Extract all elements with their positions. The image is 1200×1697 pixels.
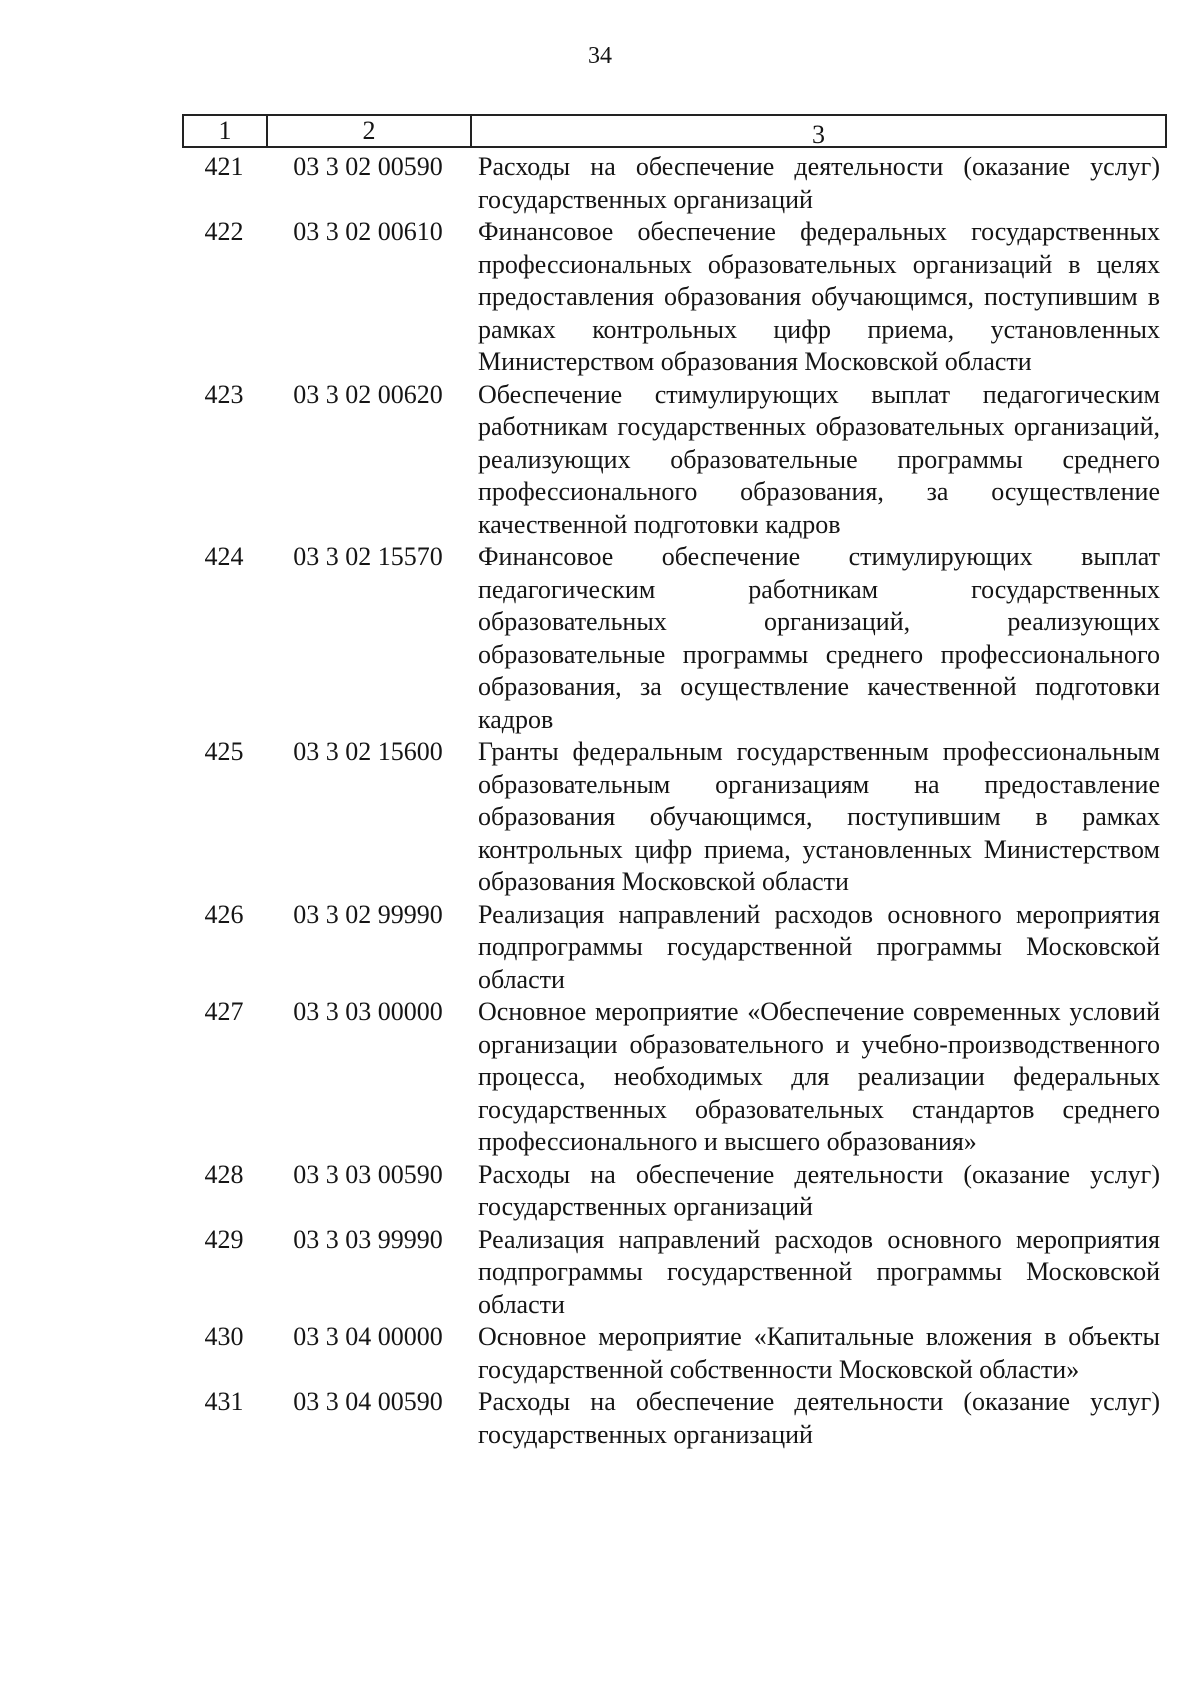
table-row [182, 1159, 1167, 1224]
column-header-2: 2 [268, 116, 472, 146]
budget-code: 03 3 02 99990 [293, 899, 443, 929]
row-description: Расходы на обеспечение деятельности (оказание услуг) государственных организаций [478, 1387, 1160, 1449]
row-description: Финансовое обеспечение стимулирующих выплат педагогическим работникам государственных образовательных организаций, реализующих образовательные программы среднего профессионального образования, за осуществление качественной подготовки кадров [478, 542, 1160, 734]
row-number: 426 [204, 899, 244, 929]
table-row [182, 216, 1167, 379]
table-row [182, 736, 1167, 899]
row-number: 424 [204, 542, 244, 571]
budget-code: 03 3 04 00000 [293, 1322, 443, 1351]
budget-code: 03 3 02 15600 [293, 737, 443, 766]
row-number: 431 [204, 1387, 244, 1416]
row-description: Гранты федеральным государственным профессиональным образовательным организациям на предоставление образования обучающимся, поступившим в рамках контрольных цифр приема, установленных Министерством образования Московской области [478, 737, 1160, 896]
row-description: Реализация направлений расходов основного мероприятия подпрограммы государственной программы Московской области [478, 1224, 1160, 1319]
row-description: Расходы на обеспечение деятельности (оказание услуг) государственных организаций [478, 152, 1160, 214]
row-number: 430 [204, 1322, 244, 1351]
row-description: Обеспечение стимулирующих выплат педагогическим работникам государственных образовательных организаций, реализующих образовательные программы среднего профессионального образования, за осуществление качественной подготовки кадров [478, 379, 1160, 539]
budget-code: 03 3 03 00590 [293, 1159, 443, 1189]
row-number: 429 [204, 1224, 244, 1254]
table-header [182, 114, 1167, 148]
row-description: Основное мероприятие «Капитальные вложения в объекты государственной собственности Московской области» [478, 1322, 1160, 1384]
row-description: Расходы на обеспечение деятельности (оказание услуг) государственных организаций [478, 1159, 1160, 1221]
budget-code: 03 3 02 00610 [293, 217, 443, 246]
column-header-1: 1 [184, 116, 268, 146]
table-row [182, 1224, 1167, 1322]
budget-code: 03 3 03 00000 [293, 997, 443, 1026]
row-number: 428 [204, 1159, 244, 1189]
page-number: 34 [588, 43, 612, 69]
budget-code: 03 3 02 00620 [293, 379, 443, 409]
row-description: Реализация направлений расходов основного мероприятия подпрограммы государственной программы Московской области [478, 899, 1160, 994]
table-body [182, 151, 1167, 1451]
row-number: 422 [204, 217, 244, 246]
budget-code: 03 3 02 00590 [293, 152, 443, 181]
budget-code: 03 3 03 99990 [293, 1224, 443, 1254]
row-number: 421 [204, 152, 244, 181]
row-description: Финансовое обеспечение федеральных государственных профессиональных образовательных организаций в целях предоставления образования обучающимся, поступившим в рамках контрольных цифр приема, установленных Министерством образования Московской области [478, 217, 1160, 376]
table-row [182, 541, 1167, 736]
table-row [182, 899, 1167, 997]
table-row [182, 1321, 1167, 1386]
row-number: 427 [204, 997, 244, 1026]
budget-code: 03 3 02 15570 [293, 542, 443, 571]
table-row [182, 151, 1167, 216]
table-row [182, 996, 1167, 1159]
row-description: Основное мероприятие «Обеспечение современных условий организации образовательного и учебно-производственного процесса, необходимых для реализации федеральных государственных образовательных стандартов среднего профессионального и высшего образования» [478, 997, 1160, 1156]
budget-code: 03 3 04 00590 [293, 1387, 443, 1416]
column-header-3: 3 [812, 120, 825, 149]
table-row [182, 379, 1167, 542]
table-row [182, 1386, 1167, 1451]
row-number: 423 [204, 379, 244, 409]
row-number: 425 [204, 737, 244, 766]
